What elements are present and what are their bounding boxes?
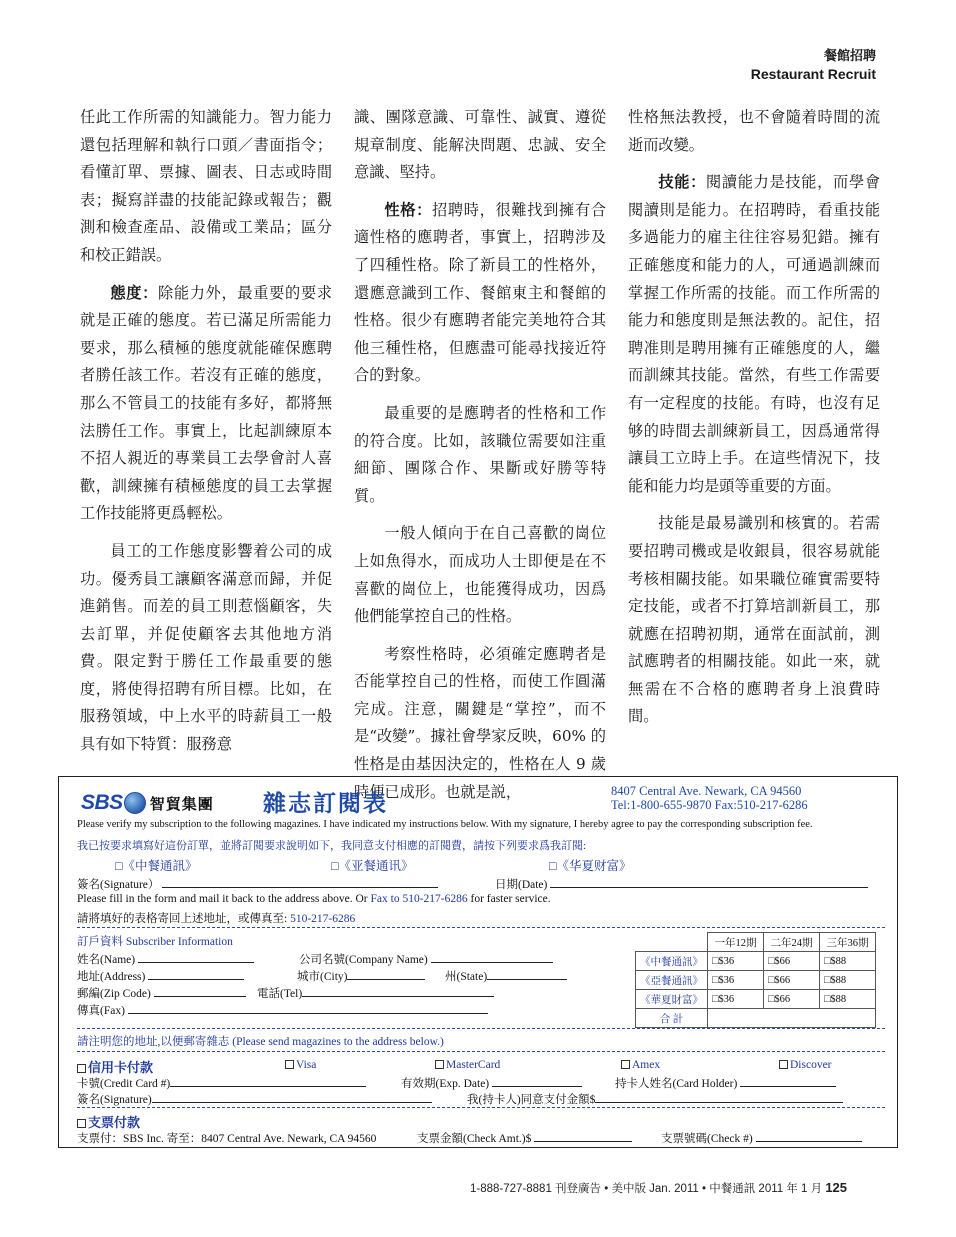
paragraph: 技能是最易識别和核實的。若需要招聘司機或是收銀員，很容易就能考核相關技能。如果職位確實需要特定技能，或者不打算培訓新員工，那就應在招聘初期，通常在面試前，測試應聘者的相關技能。如此一來，就無需在不合格的應聘者身上浪費時間。 [628,514,880,726]
pay-to-label: 支票付：SBS Inc. 寄至：8407 Central Ave. Newark, CA 94560 [77,1133,377,1145]
card-signature-field[interactable] [152,1092,432,1103]
form-title: 雜志訂閱表 [263,790,388,817]
visa-option[interactable] [285,1059,316,1071]
zip-label: 郵編(Zip Code) [77,988,151,1000]
checkbox-icon [779,1060,788,1069]
card-label: Amex [632,1059,661,1071]
address-label: 地址(Address) [77,971,146,983]
verify-chinese: 我已按要求填寫好這份訂單，並將訂閱要求說明如下，我同意支付相應的訂閱費，請按下列要求爲我訂閱: [77,840,587,852]
divider [77,1028,885,1029]
paragraph: 員工的工作態度影響着公司的成功。優秀員工讓顧客滿意而歸，并促進銷售。而差的員工則惹惱顧客，失去訂單，并促使顧客去其他地方消費。限定對于勝任工作最重要的態度，將使得招聘有所目標。比如，在服務領域，中上水平的時薪員工一般具有如下特質：服務意 [80,541,332,754]
card-label: Visa [296,1059,317,1071]
card-holder-row [615,1075,836,1091]
footer-text: 1-888-727-8881 刊登廣告 • 美中版 Jan. 2011 • 中餐通訊 2011 年 1 月 [470,1183,826,1195]
tel-row [257,985,494,1001]
table-header: 二年24期 [764,933,820,952]
table-corner [636,933,708,952]
mastercard-option[interactable] [435,1059,500,1071]
address-field[interactable] [148,969,244,980]
tel-label: 電話(Tel) [257,988,303,1000]
divider [77,1107,885,1108]
paragraph: 考察性格時，必須確定應聘者是否能掌控自己的性格，而使工作圓滿完成。注意，關鍵是“掌控”，而不是“改變”。據社會學家反映，60% 的性格是由基因決定的，性格在人 9 歲時便已成形。也就是説， [354,644,606,801]
fax-label: 傳真(Fax) [77,1005,125,1017]
total-label: 合 計 [636,1009,708,1028]
paragraph: 識、團隊意識、可靠性、誠實、遵從規章制度、能解決問題、忠誠、安全意識、堅持。 [354,108,606,182]
name-label: 姓名(Name) [77,954,136,966]
price-checkbox[interactable]: □$66 [764,952,820,971]
table-header: 三年36期 [820,933,876,952]
signature-row [77,876,438,892]
credit-card-checkbox[interactable] [77,1064,86,1073]
agree-amount-field[interactable] [595,1092,843,1103]
mail-instruction-chinese [77,910,355,926]
magazine-checkbox-1[interactable]: □《中餐通訊》 [115,859,198,873]
date-field[interactable] [550,877,868,888]
credit-card-title: 信用卡付款 [88,1060,154,1075]
fax-field[interactable] [128,1003,488,1014]
paragraph: 最重要的是應聘者的性格和工作的符合度。比如，該職位需要如注重細節、團隊合作、果斷或好勝等特質。 [354,403,606,505]
paragraph: 任此工作所需的知識能力。智力能力還包括理解和執行口頭／書面指令；看懂訂單、票據、圖表、日志或時間表；擬寫詳盡的技能記錄或報告；觀測和檢查產品、設備或工業品；區分和校正錯誤。 [80,108,332,264]
city-row [297,968,425,984]
logo-company-name: 智貿集團 [149,794,214,813]
paragraph: 性格無法教授，也不會隨着時間的流逝而改變。 [628,108,880,154]
form-address [611,784,808,812]
check-amount-field[interactable] [534,1131,632,1142]
table-row [636,971,876,990]
company-label: 公司名號(Company Name) [299,954,428,966]
table-row [636,990,876,1009]
name-row [77,951,254,967]
card-number-label: 卡號(Credit Card #) [77,1078,171,1090]
table-header: 一年12期 [708,933,764,952]
signature-label: 簽名(Signature） [77,879,160,891]
fax-number: Fax to 510-217-6286 [370,893,468,905]
magazine-checkbox-3[interactable]: □《华夏财富》 [549,859,632,873]
check-title: 支票付款 [88,1115,141,1130]
city-label: 城市(City) [297,971,348,983]
mail-text: for faster service. [467,893,551,905]
article-column-1 [80,104,332,759]
page-number: 125 [825,1180,848,1195]
state-field[interactable] [487,969,567,980]
check-amount-row [417,1130,632,1146]
phone-fax-line: Tel:1-800-655-9870 Fax:510-217-6286 [611,798,808,812]
address-row [77,968,244,984]
article-column-3 [628,104,880,731]
globe-icon [124,792,146,814]
price-checkbox[interactable]: □$36 [708,971,764,990]
verify-english: Please verify my subscription to the following magazines. I have indicated my instructions below. With my signature, I hereby agree to pay the corresponding subscription fee. [77,819,813,830]
mail-text: Please fill in the form and mail it back to the address above. Or [77,893,371,905]
price-checkbox[interactable]: □$66 [764,971,820,990]
section-title-en: Restaurant Recruit [750,66,876,82]
agree-amount-row [467,1091,843,1107]
fax-number: 510-217-6286 [290,913,356,925]
magazine-name: 《亞餐通訊》 [636,971,708,990]
price-checkbox[interactable]: □$88 [820,952,876,971]
shipping-note: 請注明您的地址,以便郵寄雜志 (Please send magazines to the address below.) [77,1036,444,1048]
card-label: MasterCard [446,1059,501,1071]
paragraph: 技能：閱讀能力是技能，而學會閱讀則是能力。在招聘時，看重技能多過能力的雇主往往容易犯錯。擁有正確態度和能力的人，可通過訓練而掌握工作所需的技能。而工作所需的能力和態度則是無法教的。記住，招聘准則是聘用擁有正確態度的人，繼而訓練其技能。當然，有些工作需要有一定程度的技能。有時，也沒有足够的時間去訓練新員工，因爲通常得讓員工立時上手。在這些情況下，技能和能力均是頭等重要的方面。 [628,173,881,495]
check-heading [77,1112,140,1131]
card-number-field[interactable] [170,1076,366,1087]
card-number-row [77,1075,366,1091]
logo-text: SBS [81,791,123,814]
discover-option[interactable] [779,1059,832,1071]
price-checkbox[interactable]: □$88 [820,990,876,1009]
signature-field[interactable] [162,877,438,888]
price-table [635,932,876,1028]
subscriber-info-heading: 訂戶資料 Subscriber Information [77,936,233,948]
mail-text: 請將填好的表格寄回上述地址，或傳真至: [77,913,291,925]
checkbox-icon [285,1060,294,1069]
zip-row [77,985,246,1001]
company-field[interactable] [431,952,553,963]
check-number-row [661,1130,862,1146]
divider [77,927,885,928]
magazine-checkbox-2[interactable]: □《亚餐通讯》 [331,859,414,873]
exp-date-row [401,1075,582,1091]
paragraph: 一般人傾向于在自己喜歡的崗位上如魚得水，而成功人士即便是在不喜歡的崗位上，也能獲得成功，因爲他們能掌控自己的性格。 [354,524,606,626]
credit-card-heading [77,1057,153,1076]
check-amount-label: 支票金額(Check Amt.)$ [417,1133,532,1145]
total-field[interactable] [708,1009,876,1028]
card-holder-field[interactable] [740,1076,836,1087]
exp-date-label: 有效期(Exp. Date) [401,1078,490,1090]
price-checkbox[interactable]: □$88 [820,971,876,990]
price-checkbox[interactable]: □$36 [708,990,764,1009]
checkbox-icon [435,1060,444,1069]
name-field[interactable] [138,952,254,963]
page-footer [470,1180,847,1196]
mail-instruction-english [77,893,551,905]
agree-amount-label: 我(持卡人)同意支付金額$ [467,1094,596,1106]
state-label: 州(State) [445,971,488,983]
fax-row [77,1002,488,1018]
price-checkbox[interactable]: □$66 [764,990,820,1009]
exp-date-field[interactable] [492,1076,582,1087]
check-number-label: 支票號碼(Check #) [661,1133,753,1145]
article-column-2 [354,104,606,806]
magazine-name: 《華夏財富》 [636,990,708,1009]
address-line: 8407 Central Ave. Newark, CA 94560 [611,784,802,798]
zip-field[interactable] [154,986,246,997]
tel-field[interactable] [302,986,494,997]
section-title-zh: 餐館招聘 [823,49,876,64]
table-row [636,952,876,971]
card-label: Discover [790,1059,832,1071]
paragraph: 態度：除能力外，最重要的要求就是正確的態度。若已滿足所需能力要求，那么積極的態度就能確保應聘者勝任該工作。若沒有正確的態度，那么不管員工的技能有多好，都將無法勝任工作。事實上，比起訓練原本不招人親近的專業員工去學會討人喜歡，訓練擁有積極態度的員工去掌握工作技能將更爲輕松。 [80,283,333,523]
sbs-logo [81,789,214,817]
company-row [299,951,553,967]
date-row [495,876,868,892]
amex-option[interactable] [621,1059,660,1071]
check-checkbox[interactable] [77,1119,86,1128]
date-label: 日期(Date) [495,879,548,891]
check-number-field[interactable] [756,1131,862,1142]
card-holder-label: 持卡人姓名(Card Holder) [615,1078,738,1090]
state-row [445,968,567,984]
page-header [751,48,876,83]
divider [77,1051,885,1052]
paragraph: 性格：招聘時，很難找到擁有合適性格的應聘者，事實上，招聘涉及了四種性格。除了新員工的性格外，還應意識到工作、餐館東主和餐館的性格。很少有應聘者能完美地符合其他三種性格，但應盡可能尋找接近符合的對象。 [354,200,607,385]
subscription-form [58,776,898,1148]
price-checkbox[interactable]: □$36 [708,952,764,971]
checkbox-icon [621,1060,630,1069]
card-signature-label: 簽名(Signature) [77,1094,152,1106]
card-signature-row [77,1091,432,1107]
magazine-name: 《中餐通訊》 [636,952,708,971]
table-row [636,1009,876,1028]
city-field[interactable] [347,969,425,980]
